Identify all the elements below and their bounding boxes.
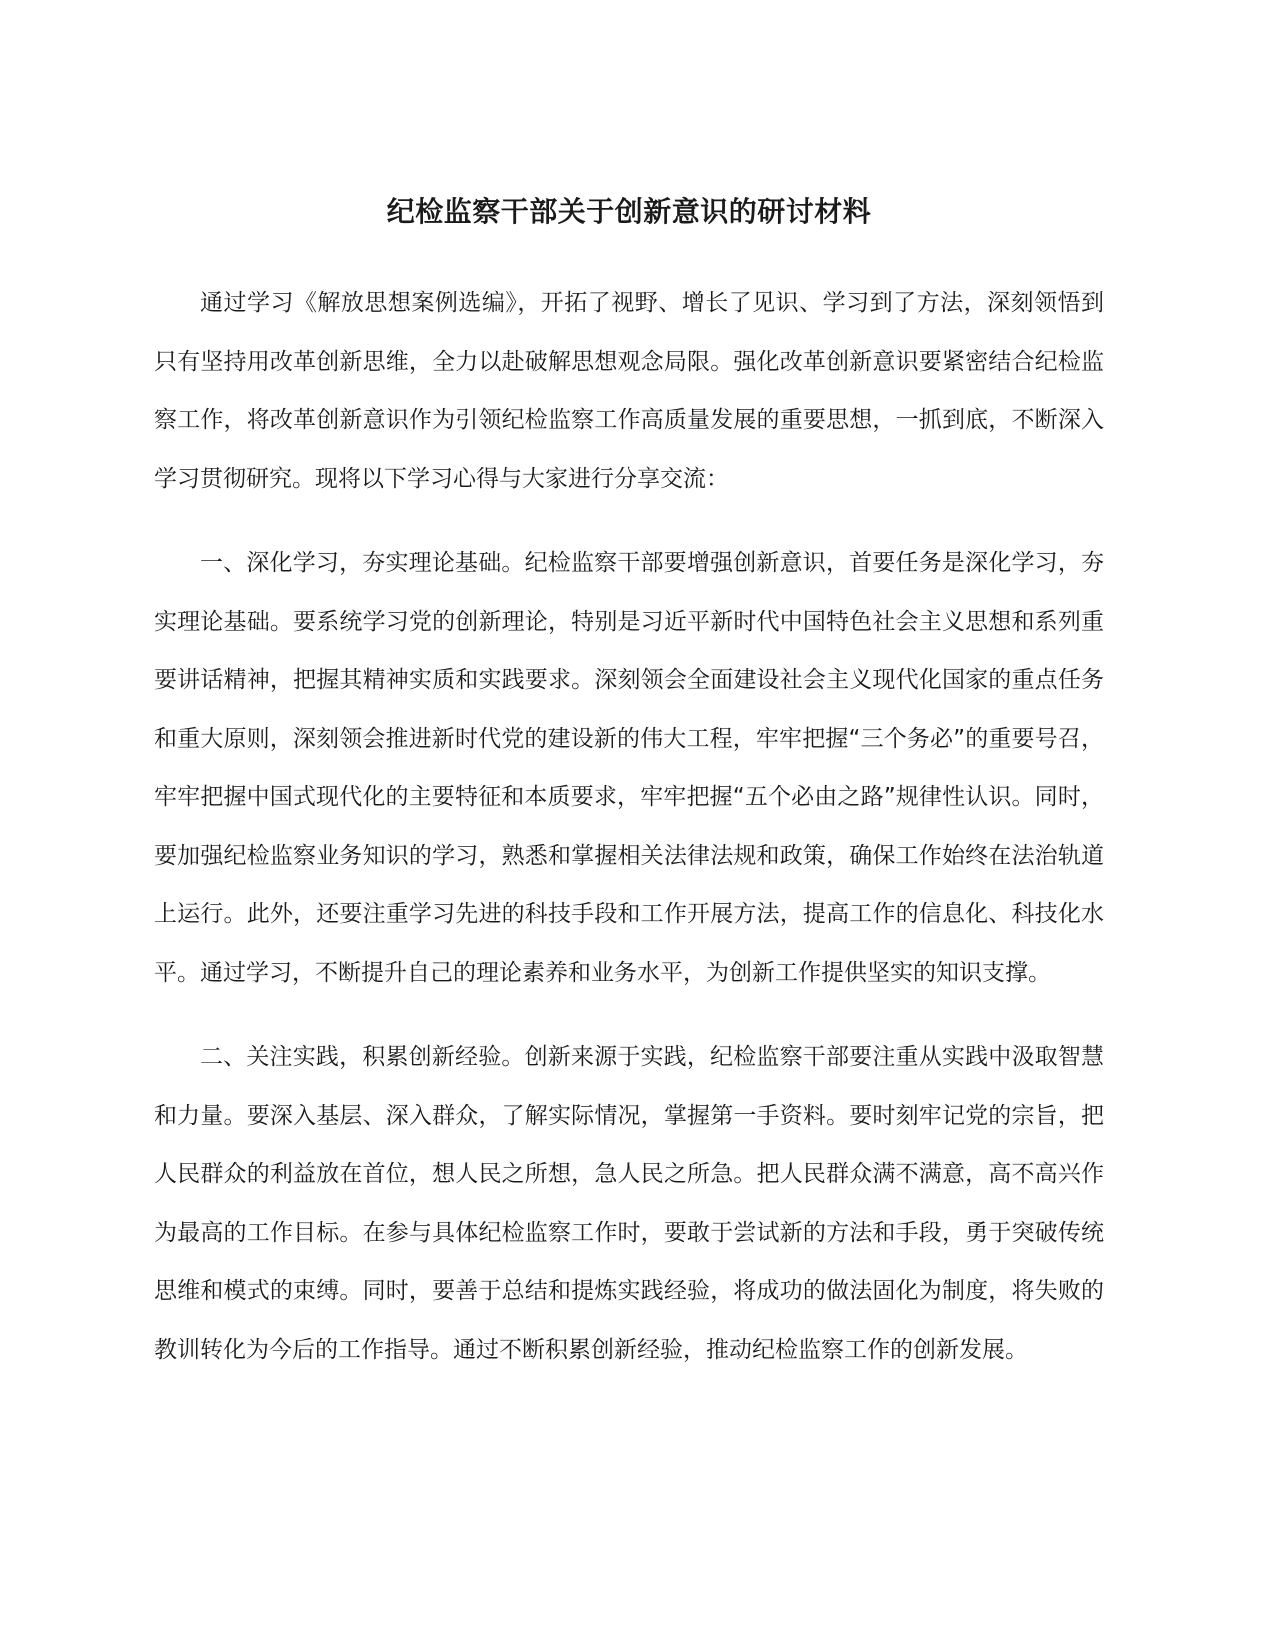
section-one-paragraph: 一、深化学习，夯实理论基础。纪检监察干部要增强创新意识，首要任务是深化学习，夯实理论基础。要系统学习党的创新理论，特别是习近平新时代中国特色社会主义思想和系列重要讲话精神，把握其精神实质和实践要求。深刻领会全面建设社会主义现代化国家的重点任务和重大原则，深刻领会推进新时代党的建设新的伟大工程，牢牢把握“三个务必”的重要号召，牢牢把握中国式现代化的主要特征和本质要求，牢牢把握“五个必由之路”规律性认识。同时，要加强纪检监察业务知识的学习，熟悉和掌握相关法律法规和政策，确保工作始终在法治轨道上运行。此外，还要注重学习先进的科技手段和工作开展方法，提高工作的信息化、科技化水平。通过学习，不断提升自己的理论素养和业务水平，为创新工作提供坚实的知识支撑。 [154, 550, 1104, 986]
intro-paragraph: 通过学习《解放思想案例选编》，开拓了视野、增长了见识、学习到了方法，深刻领悟到只有坚持用改革创新思维，全力以赴破解思想观念局限。强化改革创新意识要紧密结合纪检监察工作，将改革创新意识作为引领纪检监察工作高质量发展的重要思想，一抓到底，不断深入学习贯彻研究。现将以下学习心得与大家进行分享交流： [154, 290, 1104, 492]
section-two-paragraph: 二、关注实践，积累创新经验。创新来源于实践，纪检监察干部要注重从实践中汲取智慧和力量。要深入基层、深入群众，了解实际情况，掌握第一手资料。要时刻牢记党的宗旨，把人民群众的利益放在首位，想人民之所想，急人民之所急。把人民群众满不满意，高不高兴作为最高的工作目标。在参与具体纪检监察工作时，要敢于尝试新的方法和手段，勇于突破传统思维和模式的束缚。同时，要善于总结和提炼实践经验，将成功的做法固化为制度，将失败的教训转化为今后的工作指导。通过不断积累创新经验，推动纪检监察工作的创新发展。 [154, 1044, 1104, 1363]
document-title: 纪检监察干部关于创新意识的研讨材料 [386, 195, 872, 228]
document-page [154, 180, 1104, 1405]
